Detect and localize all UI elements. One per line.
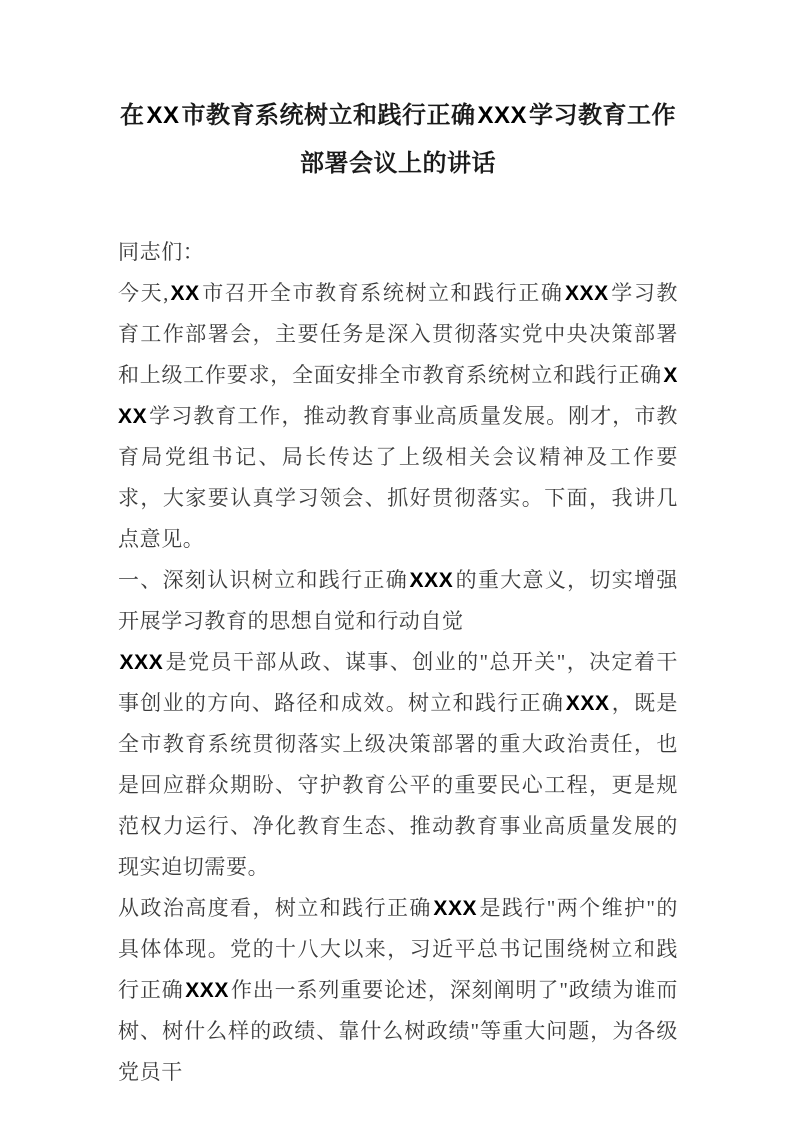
paragraph-salutation: 同志们： xyxy=(118,240,205,264)
title-line-1: 在XX市教育系统树立和践行正确XXX学习教育工作 xyxy=(119,102,677,129)
paragraph-section-one-body-1: XXX是党员干部从政、谋事、创业的"总开关"，决定着干事创业的方向、路径和成效。树立和践行正确XXX，既是全市教育系统贯彻落实上级决策部署的重大政治责任，也是回应群众期盼、守护教育公平的重要民心工程，更是规范权力运行、净化教育生态、推动教育事业高质量发展的现实迫切需要。 xyxy=(118,650,678,879)
emphasis-token: XXX xyxy=(119,651,164,674)
emphasis-token: XXX xyxy=(433,897,478,920)
emphasis-token: XXX xyxy=(564,282,609,305)
title-line-2: 部署会议上的讲话 xyxy=(300,151,496,177)
emphasis-token: XX xyxy=(170,282,200,305)
emphasis-token: XX xyxy=(146,102,180,129)
emphasis-token: XXX xyxy=(118,364,678,428)
paragraph-section-one-body-2: 从政治高度看，树立和践行正确XXX是践行"两个维护"的具体体现。党的十八大以来，习近平总书记围绕树立和践行正确XXX作出一系列重要论述，深刻阐明了"政绩为谁而树、树什么样的政绩、靠什么树政绩"等重大问题，为各级党员干 xyxy=(118,896,678,1084)
emphasis-token: XXX xyxy=(185,979,230,1002)
page-title xyxy=(118,0,678,188)
emphasis-token: XXX xyxy=(477,102,528,129)
paragraph-section-one-heading: 一、深刻认识树立和践行正确XXX的重大意义，切实增强开展学习教育的思想自觉和行动自觉 xyxy=(118,568,678,633)
emphasis-token: XXX xyxy=(409,569,454,592)
emphasis-token: XXX xyxy=(565,692,610,715)
paragraph-opening: 今天,XX市召开全市教育系统树立和践行正确XXX学习教育工作部署会，主要任务是深入贯彻落实党中央决策部署和上级工作要求，全面安排全市教育系统树立和践行正确XXX学习教育工作，推动教育事业高质量发展。刚才，市教育局党组书记、局长传达了上级相关会议精神及工作要求，大家要认真学习领会、抓好贯彻落实。下面，我讲几点意见。 xyxy=(118,281,678,551)
document-body xyxy=(118,232,678,1093)
